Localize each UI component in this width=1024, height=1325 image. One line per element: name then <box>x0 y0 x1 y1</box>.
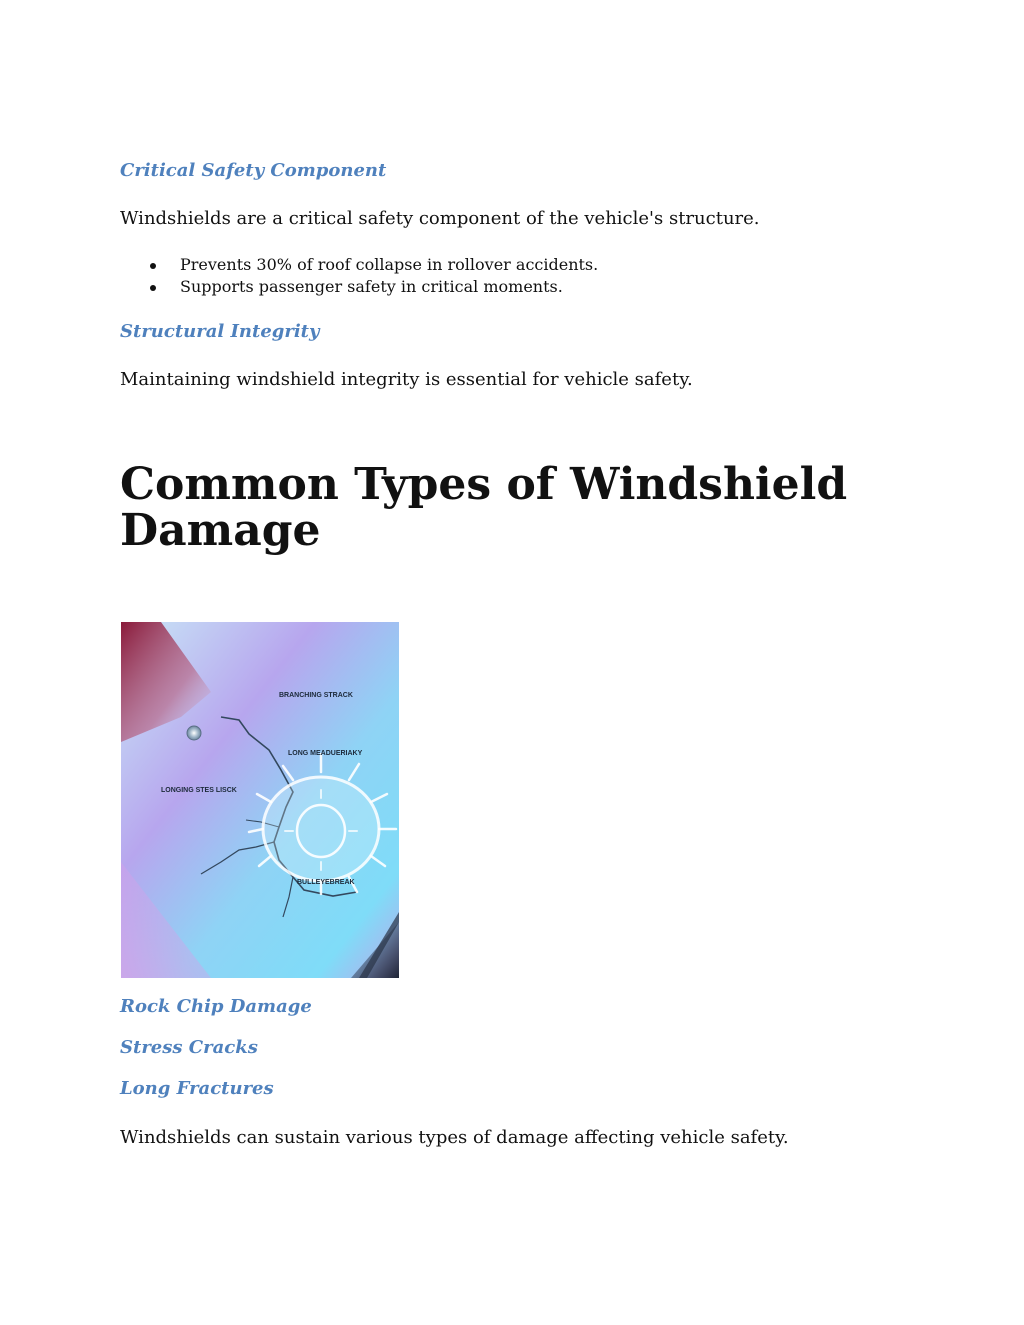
long-crack-label: LONG MEADUERIAKY <box>288 750 363 757</box>
bullseye-break-label: BULLEYEBREAK <box>297 879 355 886</box>
critical-safety-paragraph: Windshields are a critical safety component of the vehicle's structure. <box>120 208 760 229</box>
stress-cracks-heading: Stress Cracks <box>120 1037 258 1058</box>
page-title: Common Types of Windshield Damage <box>120 459 848 556</box>
critical-safety-heading: Critical Safety Component <box>120 160 387 181</box>
list-item <box>120 276 598 298</box>
safety-bullet-list <box>120 254 598 298</box>
bullet-text: Supports passenger safety in critical moments. <box>180 277 563 296</box>
stress-crack-label: LONGING STES LISCK <box>161 787 237 794</box>
structural-integrity-heading: Structural Integrity <box>120 321 320 342</box>
bullet-icon <box>150 263 156 269</box>
windshield-damage-image <box>121 622 399 978</box>
bullet-icon <box>150 285 156 291</box>
bullet-text: Prevents 30% of roof collapse in rollover accidents. <box>180 255 599 274</box>
list-item <box>120 254 598 276</box>
damage-summary-paragraph: Windshields can sustain various types of damage affecting vehicle safety. <box>120 1127 789 1148</box>
long-fractures-heading: Long Fractures <box>120 1078 274 1099</box>
structural-integrity-paragraph: Maintaining windshield integrity is essential for vehicle safety. <box>120 369 693 390</box>
rock-chip-heading: Rock Chip Damage <box>120 996 312 1017</box>
branching-crack-label: BRANCHING STRACK <box>279 692 353 699</box>
